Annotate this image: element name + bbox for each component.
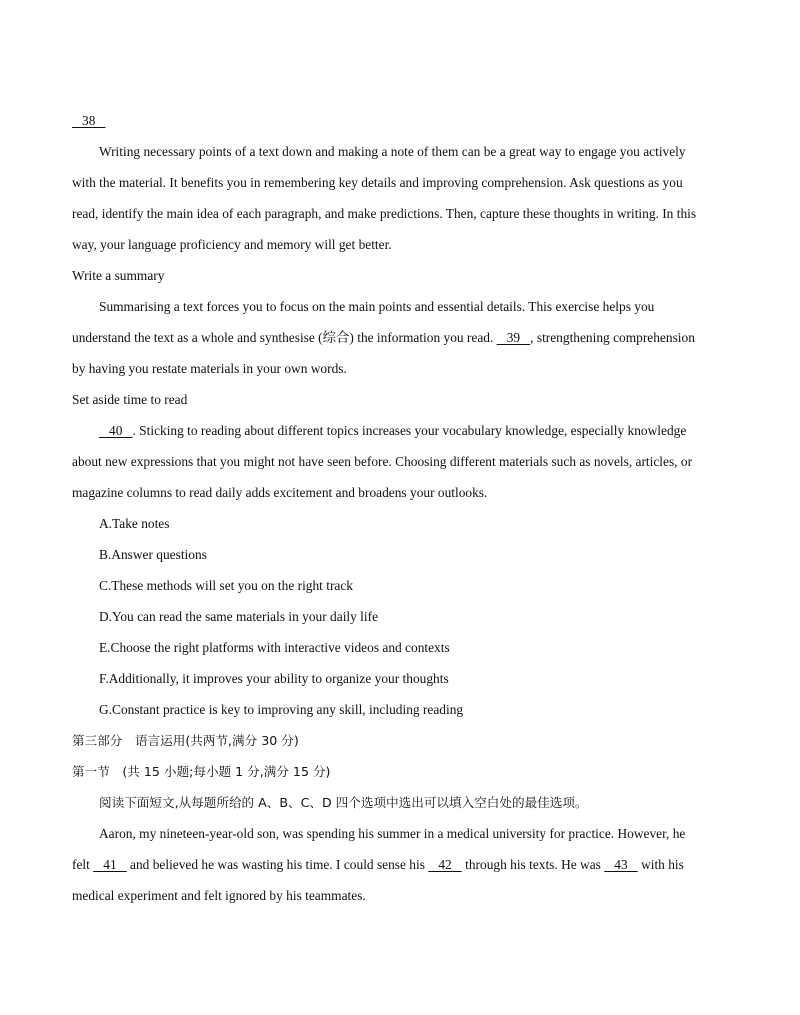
option-f[interactable]: F.Additionally, it improves your ability to organize your thoughts [99, 671, 449, 686]
text-run: and believed he was wasting his time. I could sense his [126, 857, 429, 872]
text-run: understand the text as a whole and synthesise (综合) the information you read. [72, 330, 497, 345]
text-run: with his [637, 857, 684, 872]
paragraph-line: by having you restate materials in your own words. [72, 361, 347, 376]
text-run: , strengthening comprehension [530, 330, 695, 345]
paragraph-line: medical experiment and felt ignored by his teammates. [72, 888, 366, 903]
paragraph-line: read, identify the main idea of each paragraph, and make predictions. Then, capture these thoughts in writing. In this [72, 206, 697, 221]
blank-43[interactable]: 43 [604, 857, 638, 872]
option-a[interactable]: A.Take notes [99, 516, 170, 531]
blank-39[interactable]: 39 [496, 330, 531, 345]
paragraph-line: Aaron, my nineteen-year-old son, was spending his summer in a medical university for practice. However, he [99, 826, 686, 841]
blank-42[interactable]: 42 [428, 857, 462, 872]
paragraph-line [72, 322, 722, 353]
paragraph-line: Summarising a text forces you to focus on the main points and essential details. This exercise helps you [99, 299, 655, 314]
text-run: felt [72, 857, 94, 872]
section1-heading: 第一节 (共 15 小题;每小题 1 分,满分 15 分) [72, 764, 331, 779]
paragraph-line: about new expressions that you might not have seen before. Choosing different materials such as novels, articles, or [72, 454, 693, 469]
document-page [72, 105, 722, 911]
option-g[interactable]: G.Constant practice is key to improving any skill, including reading [99, 702, 464, 717]
paragraph-line: way, your language proficiency and memory will get better. [72, 237, 392, 252]
paragraph-line [72, 415, 722, 446]
part3-heading: 第三部分 语言运用(共两节,满分 30 分) [72, 733, 299, 748]
blank-38-line [72, 105, 722, 136]
summary-heading: Write a summary [72, 268, 165, 283]
paragraph-line: magazine columns to read daily adds excitement and broadens your outlooks. [72, 485, 488, 500]
option-b[interactable]: B.Answer questions [99, 547, 207, 562]
option-e[interactable]: E.Choose the right platforms with interactive videos and contexts [99, 640, 450, 655]
blank-38[interactable]: 38 [72, 113, 106, 128]
text-run: . Sticking to reading about different topics increases your vocabulary knowledge, especially knowledge [132, 423, 687, 438]
instruction-text: 阅读下面短文,从每题所给的 A、B、C、D 四个选项中选出可以填入空白处的最佳选项。 [99, 795, 588, 810]
option-d[interactable]: D.You can read the same materials in your daily life [99, 609, 379, 624]
blank-40[interactable]: 40 [99, 423, 133, 438]
option-c[interactable]: C.These methods will set you on the right track [99, 578, 354, 593]
paragraph-line: with the material. It benefits you in remembering key details and improving comprehension. Ask questions as you [72, 175, 683, 190]
read-time-heading: Set aside time to read [72, 392, 188, 407]
blank-41[interactable]: 41 [93, 857, 127, 872]
paragraph-line: Writing necessary points of a text down and making a note of them can be a great way to engage you actively [99, 144, 686, 159]
text-run: through his texts. He was [461, 857, 605, 872]
paragraph-line [72, 849, 722, 880]
